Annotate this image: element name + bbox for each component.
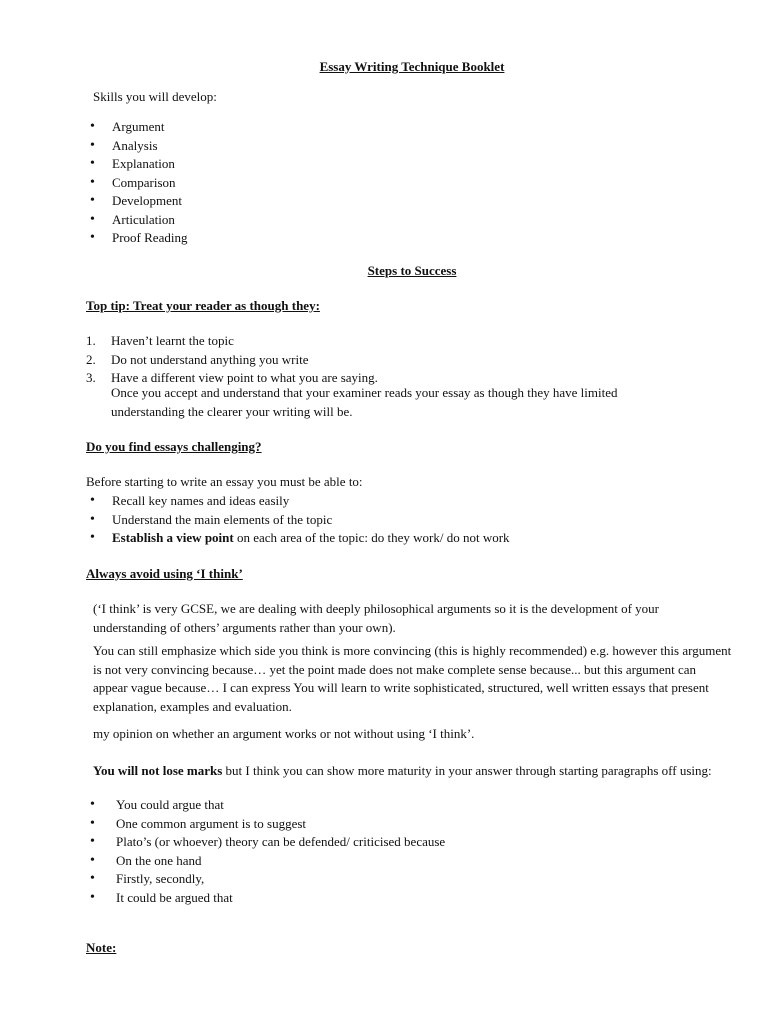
list-item: • One common argument is to suggest — [86, 815, 726, 834]
challenging-heading: Do you find essays challenging? — [86, 439, 262, 454]
list-item: • Understand the main elements of the topic — [86, 511, 726, 530]
steps-heading: Steps to Success — [367, 263, 457, 278]
starters-list — [86, 796, 726, 907]
paragraph-emphasize: You can still emphasize which side you think is more convincing (this is highly recommended) e.g. however this argument is not very convincing because… yet the point made does not make complete sense because... but this argument can appear vague because… I can express You will learn to write sophisticated, structured, well written essays that present explanation, examples and evaluation. — [93, 643, 732, 714]
skills-intro: Skills you will develop: — [93, 89, 217, 104]
list-item: • Analysis — [86, 137, 187, 156]
list-item: • Proof Reading — [86, 229, 187, 248]
avoid-heading: Always avoid using ‘I think’ — [86, 566, 243, 581]
tip-followup: Once you accept and understand that your examiner reads your essay as though they have limited understanding the clearer your writing will be. — [111, 385, 618, 419]
list-item: • Development — [86, 192, 187, 211]
list-item: • Articulation — [86, 211, 187, 230]
paragraph-opinion: my opinion on whether an argument works or not without using ‘I think’. — [93, 726, 475, 741]
skills-list — [86, 118, 187, 248]
list-item: • Establish a view point on each area of the topic: do they work/ do not work — [86, 529, 726, 548]
list-item: • Explanation — [86, 155, 187, 174]
list-item: • Recall key names and ideas easily — [86, 492, 726, 511]
list-item: • You could argue that — [86, 796, 726, 815]
note-heading: Note: — [86, 940, 117, 955]
tips-list — [86, 332, 706, 388]
list-item: • On the one hand — [86, 852, 726, 871]
paragraph-marks: You will not lose marks but I think you can show more maturity in your answer through starting paragraphs off using: — [93, 763, 712, 778]
list-item: • Plato’s (or whoever) theory can be defended/ criticised because — [86, 833, 726, 852]
list-item: 3. Have a different view point to what you are saying. — [86, 370, 378, 385]
before-list — [86, 492, 726, 548]
before-intro: Before starting to write an essay you must be able to: — [86, 474, 363, 489]
list-item: • Comparison — [86, 174, 187, 193]
list-item: • Firstly, secondly, — [86, 870, 726, 889]
list-item: • Argument — [86, 118, 187, 137]
list-item: 2. Do not understand anything you write — [86, 351, 309, 367]
list-item: • It could be argued that — [86, 889, 726, 908]
page-title: Essay Writing Technique Booklet — [319, 59, 505, 74]
paragraph-gcse: (‘I think’ is very GCSE, we are dealing with deeply philosophical arguments so it is the development of your understanding of others’ arguments rather than your own). — [93, 601, 659, 635]
top-tip-heading: Top tip: Treat your reader as though they: — [86, 298, 320, 313]
list-item: 1. Haven’t learnt the topic — [86, 333, 234, 348]
